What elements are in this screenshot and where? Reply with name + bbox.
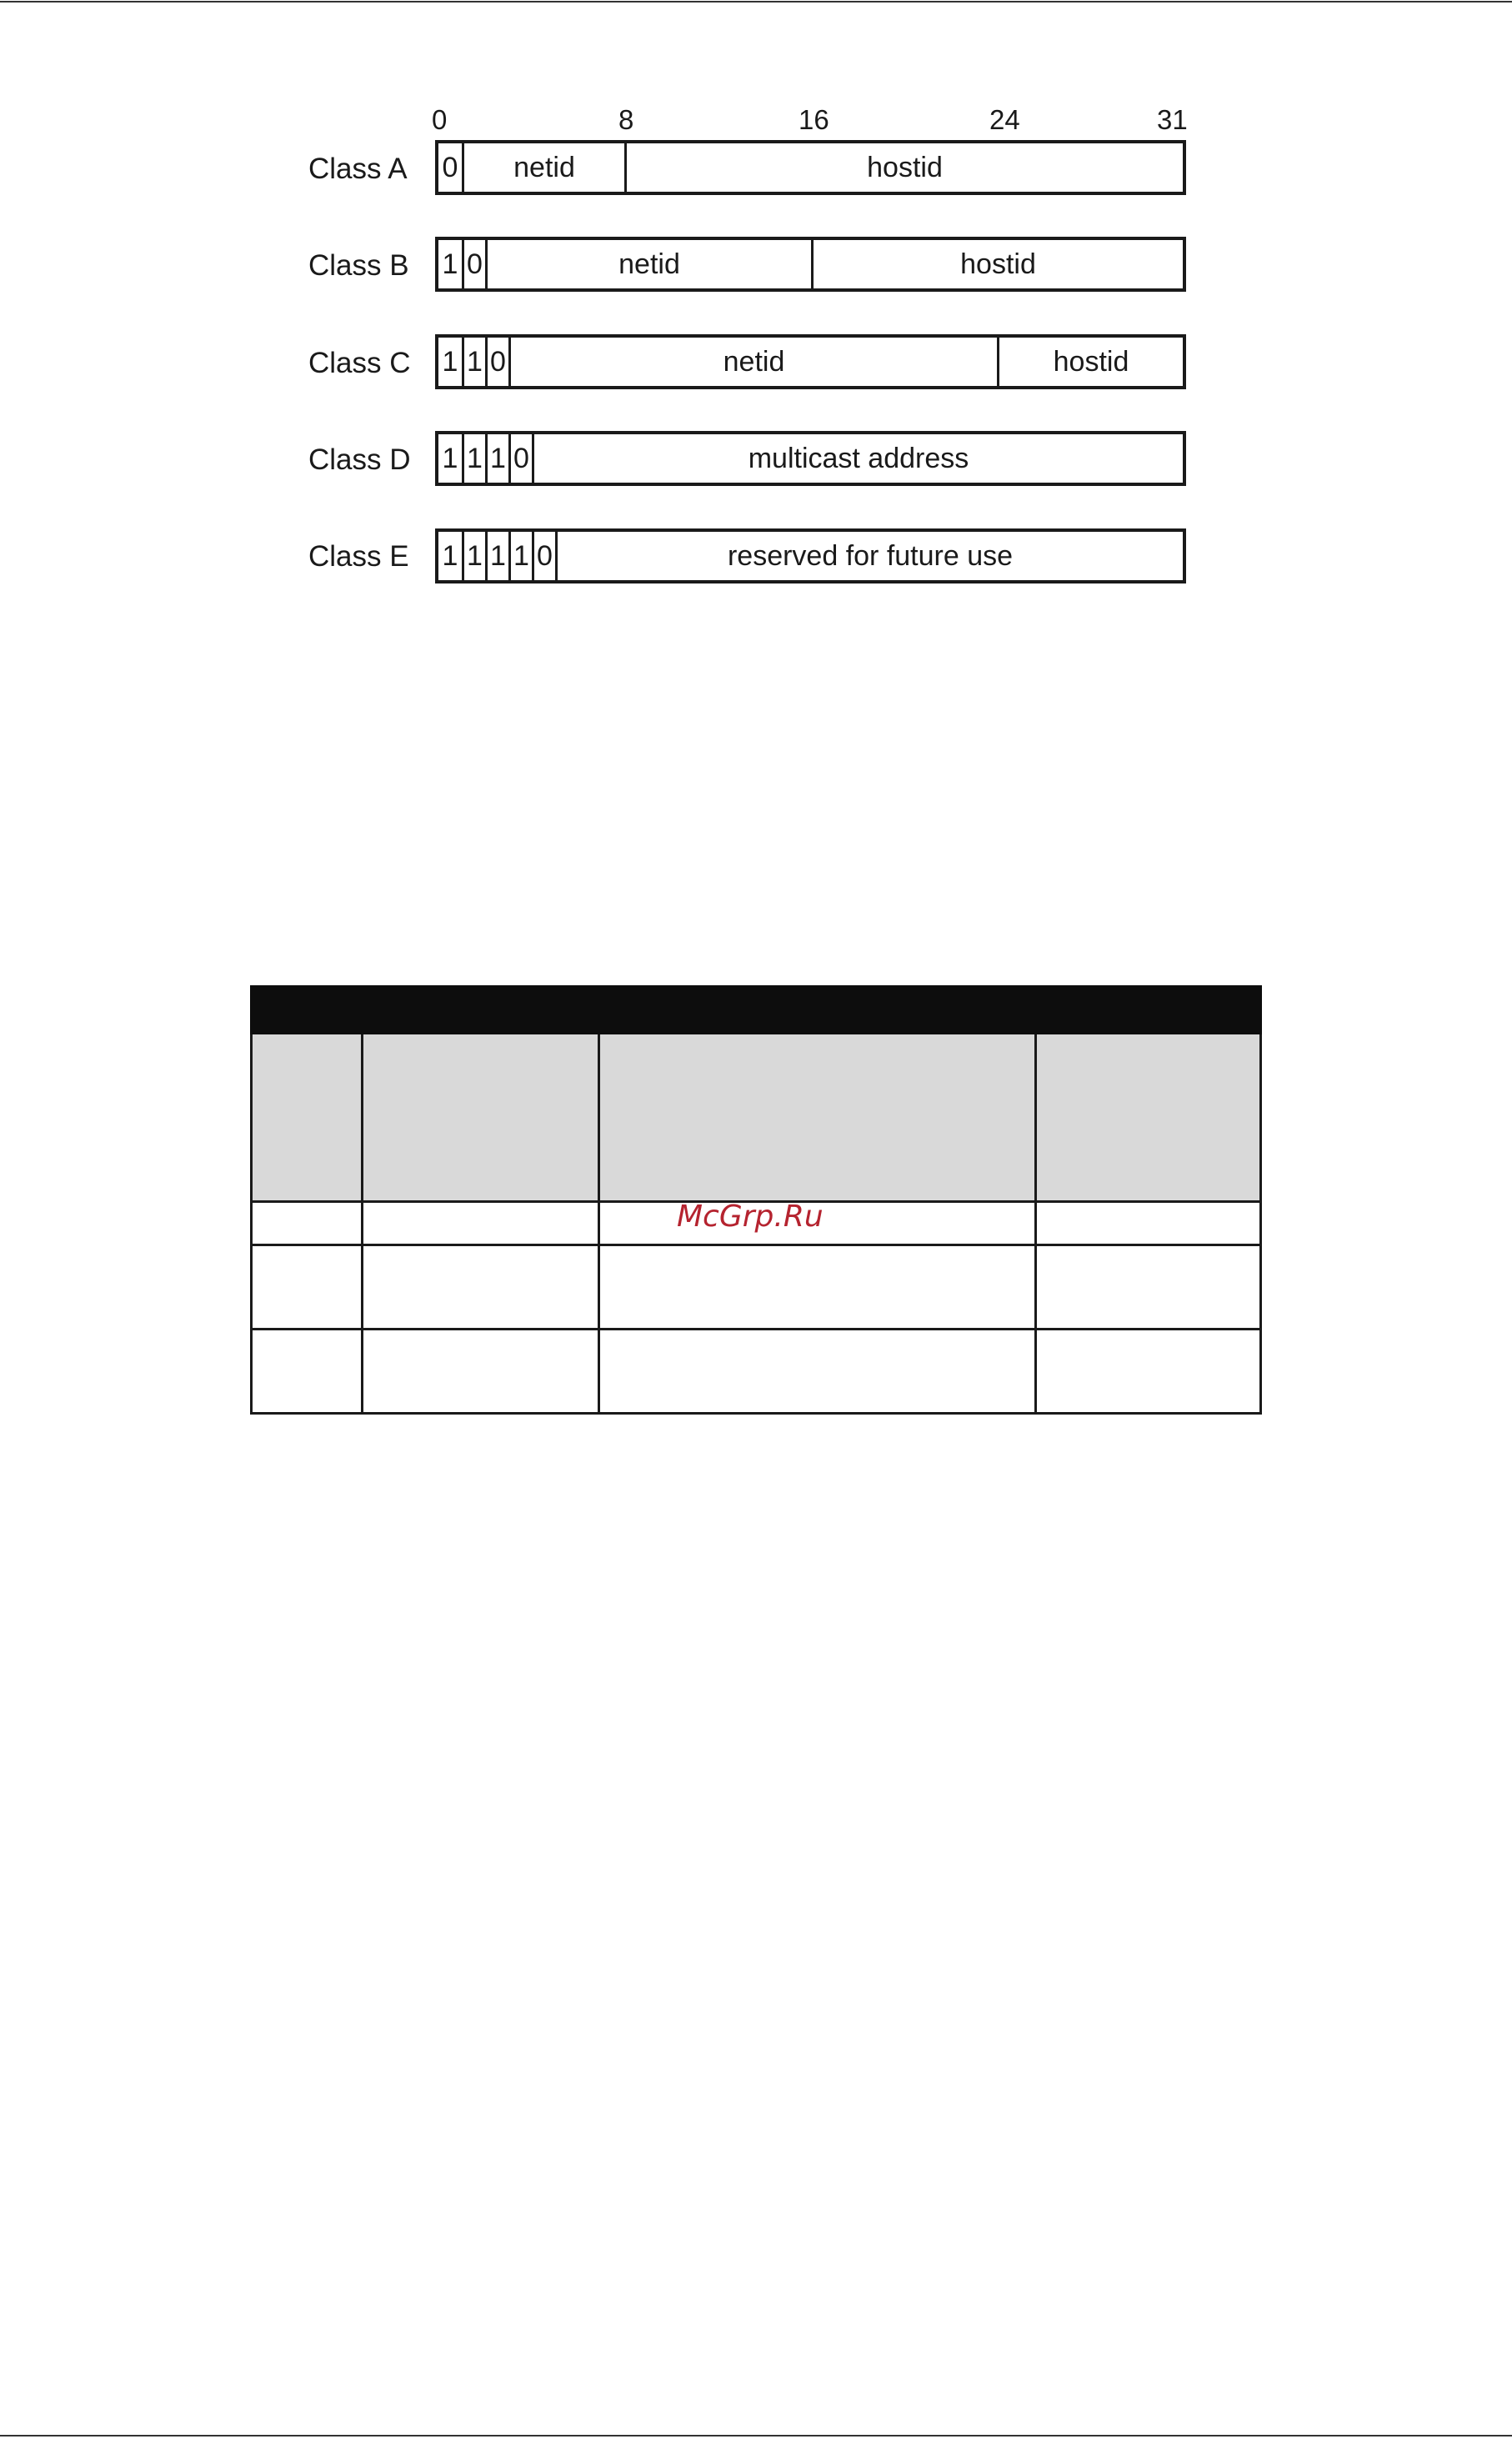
class-d-address-row [435,431,1186,486]
address-field-cell: hostid [997,338,1183,386]
prefix-bit-cell: 1 [485,434,508,483]
class-a-address-row [435,140,1186,195]
address-field-cell: netid [508,338,997,386]
address-field-cell: reserved for future use [555,532,1183,580]
ip-address-class-diagram [0,0,1512,634]
address-field-cell: multicast address [532,434,1183,483]
prefix-bit-cell: 0 [442,151,458,183]
prefix-bit-cell: 1 [442,442,458,474]
address-field-cell: netid [485,240,811,288]
class-e-label: Class E [308,540,409,573]
prefix-bit-cell: 0 [508,434,532,483]
class-a-label: Class A [308,153,408,185]
bit-position-label: 31 [1157,104,1188,135]
prefix-bit-cell: 1 [442,248,458,280]
class-c-label: Class C [308,347,411,379]
class-b-address-row [435,237,1186,292]
prefix-bit-cell: 1 [485,532,508,580]
prefix-bit-cell: 1 [442,345,458,378]
bottom-page-rule [0,2435,1512,2436]
address-field-cell: hostid [811,240,1183,288]
prefix-bit-cell: 0 [485,338,508,386]
table-column-divider [361,1034,363,1412]
address-field-cell: netid [462,143,624,192]
class-c-address-row [435,334,1186,389]
class-b-label: Class B [308,249,409,282]
prefix-bit-cell: 1 [508,532,532,580]
address-field-cell: hostid [624,143,1183,192]
table-header-bar [250,985,1262,1034]
table-row-divider [253,1328,1259,1330]
prefix-bit-cell: 0 [462,240,485,288]
table-subheader-row [253,1034,1259,1200]
bit-position-label: 16 [799,104,829,135]
bit-position-label: 24 [989,104,1020,135]
bit-position-label: 8 [618,104,634,135]
prefix-bit-cell: 1 [462,338,485,386]
table-row-divider [253,1244,1259,1246]
class-e-address-row [435,528,1186,583]
class-d-label: Class D [308,443,411,476]
prefix-bit-cell: 1 [462,532,485,580]
table-column-divider [1034,1034,1037,1412]
table-column-divider [598,1034,600,1412]
prefix-bit-cell: 1 [462,434,485,483]
watermark-text: McGrp.Ru [677,1199,824,1234]
bit-position-label: 0 [432,104,448,135]
prefix-bit-cell: 0 [532,532,555,580]
prefix-bit-cell: 1 [442,539,458,572]
